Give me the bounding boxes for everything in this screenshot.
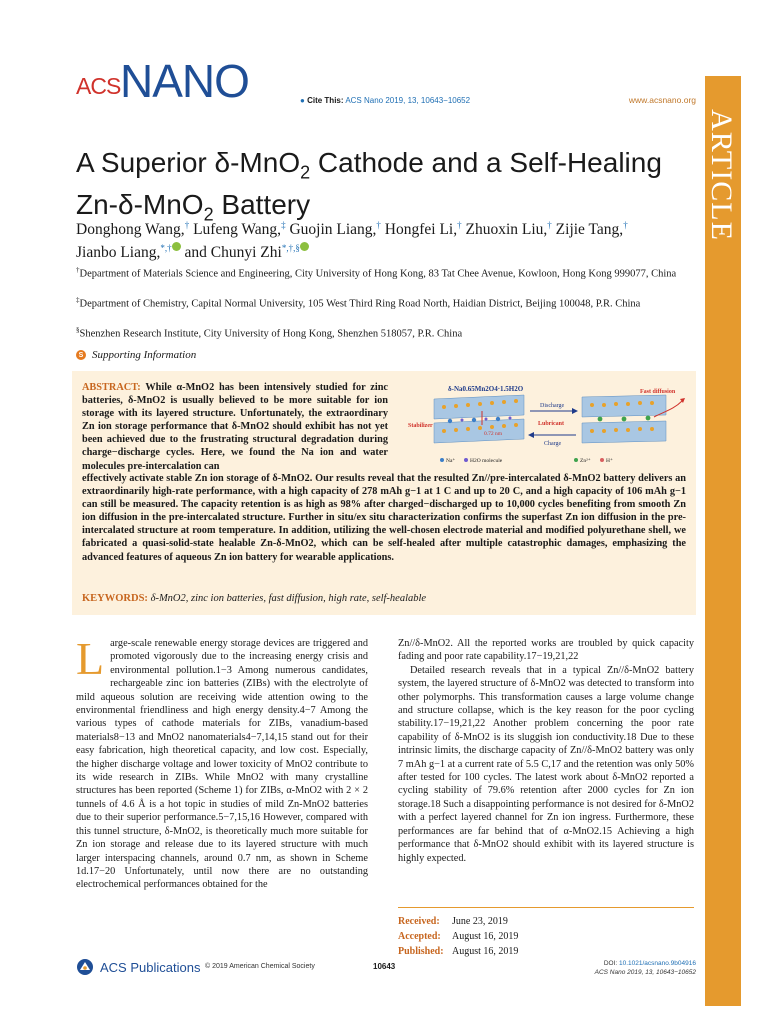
body-right-paragraph-2: Detailed research reveals that in a typical Zn//δ-MnO2 battery system, the layered structure of δ-MnO2 was detected to transform into other polymorphs. This transformation causes a large volume change and structure collapse, which is the key reason for the poor cycling stability.17−19,21,22 Another problem concerning the poor rate capability of δ-MnO2 is its sluggish ion conductivity.18 Due to these intrinsic limits, the discharge capacity of Zn//δ-MnO2 battery was only 7 mAh g−1 at a current rate of 5.5 C,17 and the retention was only 50% after tested for 100 cycles. The latest work about δ-MnO2 reported a cycling stability of 79.6% retention after 2000 cycles for Zn ion storage.18 Such a disappointing performance is not desired for δ-MnO2 with a perfect layered channel for Zn ion ingress. Furthermore, these performances are far behind that of α-MnO2.15 Achieving a high performance that δ-MnO2 should exhibit with its layered structure is highly expected. (398, 664, 694, 864)
title-sub: 2 (300, 162, 311, 183)
author[interactable]: Donghong Wang,† (76, 220, 190, 239)
body-left-text: arge-scale renewable energy storage devices are triggered and promoted vigorously due to the increasing energy crisis and environmental pollution.1−3 Among numerous candidates, rechargeable zinc ion batteries (ZIBs) with the electrolyte of mild aqueous solution are receiving wide attention owing to the environmental friendliness and high energy density.4−7 Among the various types of cathode materials for ZIBs, vanadium-based materials8−13 and MnO2 nanomaterials4−7,14,15 stand out for their easy fabrication, high theoretical capacity, and low cost. Especially, the higher discharge voltage and lower toxicity of MnO2 contribute to its wide research in ZIBs. While MnO2 with many crystalline structures has been reported (Scheme 1) for ZIBs, α-MnO2 with 2 × 2 tunnels of 4.6 Å is a hot topic in studies of mild Zn-MnO2 batteries due to their superior performance.5−7,15,16 However, compared with this tunnel structure, δ-MnO2, is theoretically much more suitable for Zn ion storage and release due to its layered structure with much larger interspacing channels, around 0.7 nm, as shown in Scheme 1d.17−20 Unfortunately, until now there are no outstanding electrochemical performances obtained for the (76, 638, 368, 891)
date-accepted: Accepted: August 16, 2019 (398, 931, 519, 942)
doi-label: DOI: (603, 960, 618, 967)
affiliation (76, 264, 696, 281)
toc-legend-h2o: H2O molecule (470, 458, 503, 464)
keywords (82, 593, 682, 604)
toc-legend-na: Na⁺ (446, 458, 456, 464)
journal-logo (76, 56, 292, 106)
logo-acs: ACS (76, 73, 121, 99)
abstract-heading: ABSTRACT: (82, 382, 141, 393)
cite-line (300, 96, 470, 105)
abstract-text-1 (82, 381, 388, 473)
keywords-heading: KEYWORDS: (82, 593, 148, 604)
acs-publications-logo[interactable] (76, 958, 200, 976)
article-sidebar-label (704, 82, 742, 262)
journal-website-link[interactable]: www.acsnano.org (628, 95, 696, 105)
cite-label[interactable]: Cite This: (307, 96, 344, 105)
toc-spacing-label: 0.72 nm (484, 431, 503, 437)
author[interactable]: Guojin Liang,† (289, 220, 381, 239)
author[interactable]: Jianbo Liang,*,† (76, 244, 181, 261)
drop-cap: L (76, 633, 105, 684)
date-received: Received: June 23, 2019 (398, 916, 508, 927)
abstract-paragraph: While α-MnO2 has been intensively studied for zinc batteries, δ-MnO2 is usually believed to be more suitable for ion storage with its layered structure. Unfortunately, the extraordinary Zn ion storage performance that δ-MnO2 should exhibit has not yet been achieved due to the frustrating structural degradation during charge−discharge cycles. Here, we found the Na ion and water molecules pre-intercalation can (82, 382, 388, 472)
toc-stabilizer-label: Stabilizer (408, 423, 433, 429)
cite-icon: ● (300, 96, 305, 105)
publisher-name: ACS Publications (100, 959, 201, 975)
logo-nano: NANO (120, 55, 249, 107)
toc-graphic (404, 381, 688, 467)
toc-legend-zn: Zn²⁺ (580, 458, 591, 464)
toc-fast-diffusion-label: Fast diffusion (640, 389, 676, 395)
body-left-column (76, 633, 368, 892)
publication-dates (398, 907, 694, 959)
toc-lubricant-label: Lubricant (538, 421, 565, 427)
supporting-info-icon: S (76, 350, 86, 360)
doi-link[interactable]: 10.1021/acsnano.9b04916 (619, 960, 696, 967)
affiliation-mark: ‡ (76, 296, 80, 304)
author[interactable]: and Chunyi Zhi*,†,§ (185, 244, 309, 261)
author[interactable]: Hongfei Li,† (384, 220, 462, 239)
title-part: A Superior δ-MnO (76, 147, 301, 178)
toc-discharge-label: Discharge (540, 403, 565, 409)
page-number: 10643 (373, 962, 396, 971)
affiliation-text: Department of Chemistry, Capital Normal University, 105 West Third Ring Road North, Haidian District, Beijing 100048, P.R. China (79, 298, 641, 310)
author-list (76, 216, 676, 262)
copyright: © 2019 American Chemical Society (205, 963, 315, 970)
affiliation-text: Department of Materials Science and Engineering, City University of Hong Kong, 83 Tat Chee Avenue, Kowloon, Hong Kong 999077, China (79, 268, 677, 280)
body-right-column (398, 637, 694, 865)
keywords-text: δ-MnO2, zinc ion batteries, fast diffusion, high rate, self-healable (150, 593, 427, 604)
title-sub: 2 (203, 204, 214, 225)
date-published: Published: August 16, 2019 (398, 946, 519, 957)
title-part: Cathode and a Self-Healing Zn-δ-MnO (76, 147, 662, 220)
affiliation (76, 324, 696, 341)
orcid-icon[interactable] (172, 242, 181, 251)
affiliation-mark: † (76, 266, 80, 274)
cite-reference[interactable]: ACS Nano 2019, 13, 10643−10652 (345, 96, 471, 105)
author[interactable]: Zhuoxin Liu,† (465, 220, 552, 239)
toc-formula: δ-Na0.65Mn2O4·1.5H2O (448, 385, 524, 393)
acs-publications-icon (76, 958, 94, 976)
sidebar-label-text: ARTICLE (705, 109, 738, 241)
affiliation-text: Shenzhen Research Institute, City University of Hong Kong, Shenzhen 518057, P.R. China (79, 328, 463, 340)
footer-citation: ACS Nano 2019, 13, 10643−10652 (594, 969, 696, 976)
author[interactable]: Lufeng Wang,‡ (193, 220, 286, 239)
affiliation (76, 294, 696, 311)
supporting-info-label[interactable]: Supporting Information (92, 349, 197, 361)
toc-charge-label: Charge (544, 441, 562, 447)
abstract-text-2: effectively activate stable Zn ion storage of δ-MnO2. Our results reveal that the resulted Zn//pre-intercalated δ-MnO2 battery delivers an extraordinarily high-rate performance, with a high capacity of 278 mAh g−1 at 1 C and up to 20 C, and a high capacity of 106 mAh g−1 can still be measured. The capacity retention is as high as 98% after charged−discharged up to 10,000 cycles benefiting from smooth Zn ion diffusion in the pre-intercalated structure. Further in situ/ex situ characterization confirms the superfast Zn ion diffusion in the pre-intercalated structure at room temperature. In addition, utilizing the well-chosen electrode material and modified polyurethane shell, we fabricated a quasi-solid-state healable Zn-δ-MnO2, which can be self-healed after multiple catastrophic damages, emphasizing the advanced features of aqueous Zn ion battery for wearable applications. (82, 473, 686, 563)
body-right-paragraph-1: Zn//δ-MnO2. All the reported works are troubled by quick capacity fading and poor rate capability.17−19,21,22 (398, 638, 694, 663)
orcid-icon[interactable] (300, 242, 309, 251)
affiliation-mark: § (76, 326, 80, 334)
doi-block (595, 959, 696, 977)
author[interactable]: Zijie Tang,† (555, 220, 628, 239)
title-part: Battery (213, 188, 311, 220)
toc-legend-h: H⁺ (606, 458, 613, 464)
supporting-information-link[interactable] (76, 349, 196, 361)
